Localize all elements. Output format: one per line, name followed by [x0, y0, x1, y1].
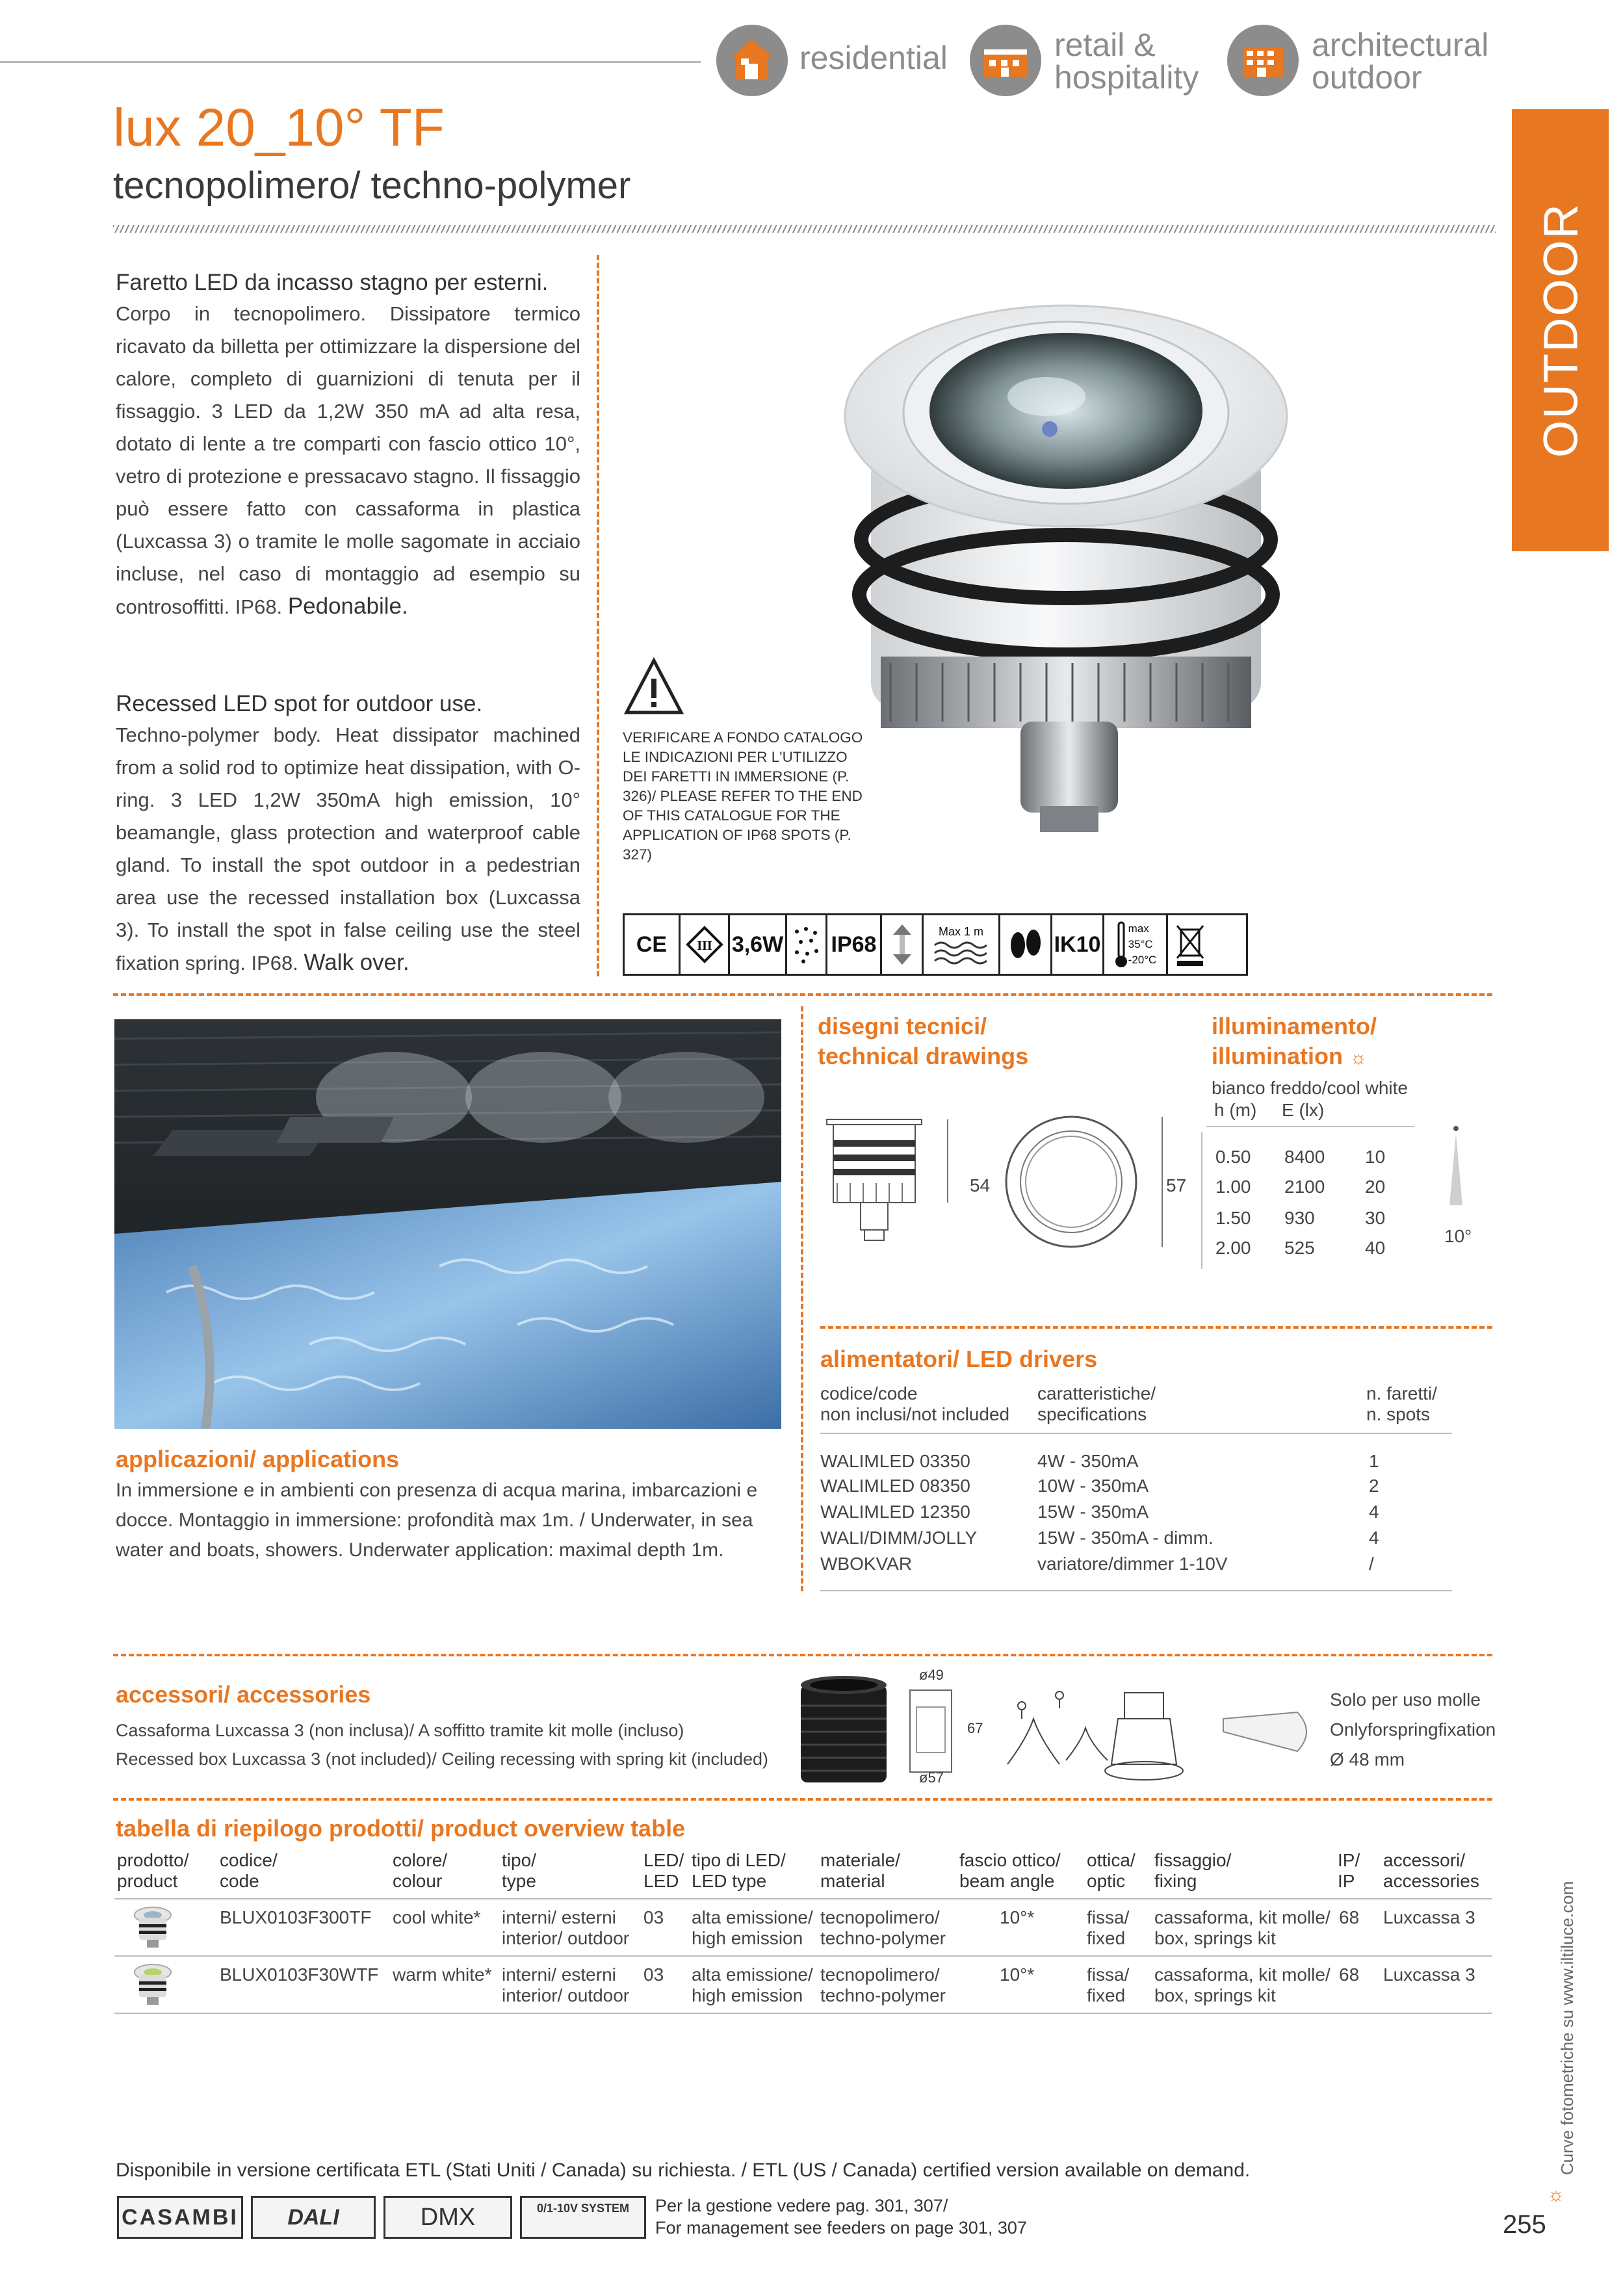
section-divider-2	[113, 1654, 1492, 1656]
th-type-2: type	[502, 1871, 536, 1891]
luxcassa-drawing	[906, 1688, 958, 1775]
drivers-rule-bottom	[820, 1590, 1452, 1591]
th-type-1: tipo/	[502, 1850, 536, 1870]
row-ledtype-1: alta emissione/	[692, 1907, 813, 1927]
temp-max: 35°C	[1128, 938, 1153, 950]
row-accessories: Luxcassa 3	[1383, 1964, 1475, 1985]
power-rating: 3,6W	[730, 915, 787, 974]
ill-d: 20	[1365, 1177, 1386, 1197]
house-icon	[716, 25, 788, 96]
drawings-heading-line1: disegni tecnici/	[818, 1013, 987, 1039]
row-type-1: interni/ esterni	[502, 1907, 616, 1927]
row-material-2: techno-polymer	[820, 1985, 946, 2005]
description-en	[116, 689, 580, 980]
ill-e: 525	[1284, 1238, 1315, 1258]
pool-photo	[114, 1019, 781, 1429]
casambi-logo: CASAMBI	[117, 2196, 243, 2239]
sun-icon: ☼	[1349, 1047, 1368, 1069]
driver-code: WALIMLED 03350	[820, 1451, 970, 1471]
ill-h: 1.50	[1215, 1208, 1251, 1228]
row-optic-1: fissa/	[1087, 1964, 1130, 1985]
driver-n: /	[1369, 1554, 1374, 1574]
management-note-1: Per la gestione vedere pag. 301, 307/	[655, 2196, 948, 2215]
th-beam-2: beam angle	[959, 1871, 1055, 1891]
driver-row	[820, 1476, 1470, 1502]
class-iii-icon	[681, 915, 730, 974]
row-fixing-2: box, springs kit	[1154, 1985, 1276, 2005]
drivers-col-code-2: non inclusi/not included	[820, 1404, 1010, 1424]
row-fixing	[1154, 1907, 1331, 1949]
ce-mark: CE	[625, 915, 681, 974]
spring-shape-drawing	[1219, 1706, 1317, 1758]
walkover-icon	[1000, 915, 1052, 974]
driver-spec: variatore/dimmer 1-10V	[1037, 1554, 1228, 1574]
th-code-2: code	[220, 1871, 259, 1891]
row-led: 03	[643, 1964, 664, 1985]
description-en-body: Techno-polymer body. Heat dissipator machined from a solid rod to optimize heat dissipation, with O-ring. 3 LED 1,2W 350mA high emission, 10° beamangle, glass protection and waterproof cable gland. To install the spot outdoor in a pedestrian area use the recessed installation box (Luxcassa 3). To install the spot in false ceiling use the steel fixation spring. IP68.	[116, 724, 580, 974]
drivers-col-n-2: n. spots	[1366, 1404, 1431, 1424]
row-ledtype-2: high emission	[692, 1928, 803, 1948]
technical-drawing	[818, 1112, 1169, 1261]
etl-note: Disponibile in versione certificata ETL (Stati Uniti / Canada) su richiesta. / ETL (US / Canada) certified version available on demand.	[116, 2159, 1251, 2181]
overview-heading: tabella di riepilogo prodotti/ product overview table	[116, 1815, 686, 1842]
applications-text: In immersione e in ambienti con presenza di acqua marina, imbarcazioni e docce. Montaggio in immersione: profondità max 1m. / Underwater, in sea water and boats, showers. Underwater application: maximal depth 1m.	[116, 1480, 758, 1561]
description-it-body: Corpo in tecnopolimero. Dissipatore termico ricavato da billetta per ottimizzare la dispersione del calore, completo di guarnizioni di tenuta per il fissaggio. 3 LED da 1,2W 350 mA ad alta resa, dotato di lente a tre comparti con fascio ottico 10°, vetro di protezione e pressacavo stagno. Il fissaggio può essere fatto con cassaforma in plastica (Luxcassa 3) o tramite le molle sagomate in acciaio incluse, nel caso di montaggio ad esempio su controsoffitti. IP68.	[116, 302, 580, 618]
th-led	[643, 1850, 684, 1892]
row-material-1: tecnopolimero/	[820, 1907, 940, 1927]
row-ledtype-1: alta emissione/	[692, 1964, 813, 1985]
th-optic-1: ottica/	[1087, 1850, 1136, 1870]
driver-row	[820, 1502, 1470, 1528]
illumination-heading-line2: illumination	[1212, 1043, 1343, 1069]
th-ledtype-1: tipo di LED/	[692, 1850, 786, 1870]
ill-d: 10	[1365, 1147, 1386, 1167]
column-divider	[801, 1006, 803, 1591]
spray-icon	[787, 915, 827, 974]
driver-spec: 4W - 350mA	[1037, 1451, 1139, 1471]
max-depth-label: Max 1 m	[938, 924, 983, 938]
driver-n: 4	[1369, 1502, 1379, 1522]
accessories-text	[116, 1716, 768, 1773]
side-note-text: Curve fotometriche su www.iltiluce.com	[1557, 1881, 1577, 2175]
temp-min: -20°C	[1128, 954, 1157, 966]
th-beam	[959, 1850, 1061, 1892]
row-ledtype-2: high emission	[692, 1985, 803, 2005]
th-accessories-1: accessori/	[1383, 1850, 1466, 1870]
th-product-1: prodotto/	[117, 1850, 189, 1870]
row-ledtype	[692, 1907, 813, 1949]
row-colour: cool white*	[393, 1907, 481, 1927]
weee-bin-icon	[1168, 915, 1212, 974]
management-note-2: For management see feeders on page 301, 307	[655, 2218, 1027, 2237]
th-material	[820, 1850, 900, 1892]
overview-rule-2	[114, 1955, 1492, 1957]
drivers-rule	[820, 1433, 1452, 1434]
th-accessories	[1383, 1850, 1479, 1892]
col-h: h (m)	[1214, 1100, 1257, 1120]
row-accessories: Luxcassa 3	[1383, 1907, 1475, 1927]
ill-h: 0.50	[1215, 1147, 1251, 1167]
driver-n: 2	[1369, 1476, 1379, 1496]
building-icon	[1227, 25, 1299, 96]
beam-angle-label: 10°	[1444, 1226, 1472, 1246]
illumination-heading-line1: illuminamento/	[1212, 1013, 1377, 1039]
dali-logo: DALI	[251, 2196, 376, 2239]
th-beam-1: fascio ottico/	[959, 1850, 1061, 1870]
th-material-2: material	[820, 1871, 885, 1891]
spring-kit-drawing	[994, 1680, 1202, 1790]
accessories-heading: accessori/ accessories	[116, 1681, 371, 1708]
th-optic	[1087, 1850, 1136, 1892]
th-optic-2: optic	[1087, 1871, 1126, 1891]
th-code-1: codice/	[220, 1850, 278, 1870]
th-code	[220, 1850, 278, 1892]
spring-note	[1330, 1685, 1496, 1775]
drivers-col-spec-2: specifications	[1037, 1404, 1147, 1424]
row-ip: 68	[1339, 1964, 1360, 1985]
driver-n: 1	[1369, 1451, 1379, 1471]
th-colour-2: colour	[393, 1871, 443, 1891]
row-fixing	[1154, 1964, 1331, 2006]
description-it-heading: Faretto LED da incasso stagno per esterni.	[116, 270, 549, 295]
row-optic	[1087, 1964, 1129, 2006]
drawings-heading	[818, 1011, 1028, 1071]
warning-text: VERIFICARE A FONDO CATALOGO LE INDICAZIONI PER L'UTILIZZO DEI FARETTI IN IMMERSIONE (P. 326)/ PLEASE REFER TO THE END OF THIS CATALOGUE FOR THE APPLICATION OF IP68 SPOTS (P. 327)	[623, 729, 863, 863]
th-product-2: product	[117, 1871, 178, 1891]
temperature-badge	[1104, 915, 1168, 974]
driver-n: 4	[1369, 1528, 1379, 1548]
th-type	[502, 1850, 536, 1892]
driver-spec: 10W - 350mA	[1037, 1476, 1149, 1496]
drawings-heading-line2: technical drawings	[818, 1043, 1029, 1069]
driver-row	[820, 1554, 1470, 1580]
th-fixing-1: fissaggio/	[1154, 1850, 1232, 1870]
drivers-col-n: n. faretti/	[1366, 1383, 1437, 1403]
description-it	[116, 268, 580, 623]
submersion-icon	[882, 915, 924, 974]
th-ip-2: IP	[1338, 1871, 1355, 1891]
dim-height: 54	[970, 1175, 991, 1195]
dim-side: 67	[967, 1720, 983, 1736]
row-beam: 10°*	[1000, 1964, 1035, 1985]
ill-e: 2100	[1284, 1177, 1325, 1197]
ill-h: 1.00	[1215, 1177, 1251, 1197]
row-type-2: interior/ outdoor	[502, 1985, 630, 2005]
dim-top: ø49	[919, 1667, 944, 1683]
outdoor-tab-label: OUTDOOR	[1533, 202, 1587, 458]
drivers-header-2	[820, 1404, 1470, 1430]
side-note	[1557, 1881, 1583, 2175]
spring-note-1: Solo per uso molle	[1330, 1689, 1481, 1710]
th-product	[117, 1850, 189, 1892]
accessories-line1: Cassaforma Luxcassa 3 (non inclusa)/ A soffitto tramite kit molle (incluso)	[116, 1721, 684, 1740]
accessories-line2: Recessed box Luxcassa 3 (not included)/ Ceiling recessing with spring kit (included)	[116, 1749, 768, 1769]
certification-badges	[623, 913, 1248, 976]
description-en-heading: Recessed LED spot for outdoor use.	[116, 691, 483, 716]
row-ledtype	[692, 1964, 813, 2006]
row-ip: 68	[1339, 1907, 1360, 1927]
th-led-2: LED	[643, 1871, 679, 1891]
row-led: 03	[643, 1907, 664, 1927]
th-material-1: materiale/	[820, 1850, 900, 1870]
spring-note-3: Ø 48 mm	[1330, 1749, 1405, 1769]
row-material	[820, 1964, 946, 2006]
product-subtitle: tecnopolimero/ techno-polymer	[113, 164, 631, 207]
ik-rating: IK10	[1052, 915, 1104, 974]
row-material-1: tecnopolimero/	[820, 1964, 940, 1985]
drivers-col-spec: caratteristiche/	[1037, 1383, 1156, 1403]
description-en-emph: Walk over.	[304, 950, 409, 975]
row-colour: warm white*	[393, 1964, 492, 1985]
max-depth-badge	[924, 915, 1000, 974]
driver-spec: 15W - 350mA	[1037, 1502, 1149, 1522]
driver-code: WBOKVAR	[820, 1554, 913, 1574]
drivers-col-code: codice/code	[820, 1383, 918, 1403]
driver-spec: 15W - 350mA - dimm.	[1037, 1528, 1214, 1548]
ill-e: 8400	[1284, 1147, 1325, 1167]
driver-code: WALI/DIMM/JOLLY	[820, 1528, 978, 1548]
dim-bottom: ø57	[919, 1769, 944, 1786]
driver-row	[820, 1528, 1470, 1554]
spring-note-2: Onlyforspringfixation	[1330, 1719, 1496, 1740]
row-fixing-1: cassaforma, kit molle/	[1154, 1964, 1331, 1985]
beam-cone-icon	[1443, 1125, 1469, 1209]
row-type-2: interior/ outdoor	[502, 1928, 630, 1948]
row-type	[502, 1907, 629, 1949]
product-thumb	[130, 1905, 175, 1950]
row-material-2: techno-polymer	[820, 1928, 946, 1948]
driver-row	[820, 1451, 1470, 1477]
drivers-heading: alimentatori/ LED drivers	[820, 1346, 1098, 1372]
description-divider	[597, 255, 599, 976]
ill-e: 930	[1284, 1208, 1315, 1228]
th-ledtype-2: LED type	[692, 1871, 767, 1891]
th-led-1: LED/	[643, 1850, 684, 1870]
th-ip	[1338, 1850, 1360, 1892]
hatch-divider	[113, 225, 1496, 233]
col-e: E (lx)	[1282, 1100, 1325, 1120]
product-photo	[832, 267, 1404, 878]
th-colour	[393, 1850, 447, 1892]
ill-h: 2.00	[1215, 1238, 1251, 1258]
category-architectural: architectural outdoor	[1312, 27, 1489, 96]
page-number: 255	[1503, 2210, 1546, 2239]
warning-icon	[623, 657, 685, 716]
row-fixing-2: box, springs kit	[1154, 1928, 1276, 1948]
row-beam: 10°*	[1000, 1907, 1035, 1927]
section-divider-1	[113, 993, 1492, 996]
light-type: bianco freddo/cool white	[1212, 1078, 1408, 1098]
ill-d: 30	[1365, 1208, 1386, 1228]
description-it-emph: Pedonabile.	[287, 594, 408, 619]
illumination-heading	[1212, 1011, 1377, 1073]
driver-code: WALIMLED 12350	[820, 1502, 970, 1522]
shop-icon	[970, 25, 1041, 96]
th-colour-1: colore/	[393, 1850, 448, 1870]
row-type	[502, 1964, 629, 2006]
luxcassa-box-image	[792, 1673, 896, 1790]
dimmer-logo: 0/1-10V SYSTEM	[520, 2196, 646, 2239]
row-optic-1: fissa/	[1087, 1907, 1130, 1927]
management-note	[655, 2195, 1027, 2239]
row-optic-2: fixed	[1087, 1985, 1126, 2005]
temp-max-label: max	[1128, 922, 1149, 935]
row-type-1: interni/ esterni	[502, 1964, 616, 1985]
row-code: BLUX0103F300TF	[220, 1907, 372, 1927]
ip-rating: IP68	[827, 915, 882, 974]
product-title: lux 20_10° TF	[113, 98, 445, 157]
th-fixing-2: fixing	[1154, 1871, 1197, 1891]
th-ledtype	[692, 1850, 786, 1892]
overview-rule-1	[114, 1898, 1492, 1899]
drivers-divider	[820, 1326, 1492, 1329]
th-ip-1: IP/	[1338, 1850, 1360, 1870]
header-rule	[0, 61, 701, 63]
driver-code: WALIMLED 08350	[820, 1476, 970, 1496]
row-optic	[1087, 1907, 1129, 1949]
dim-diameter: 57	[1166, 1175, 1187, 1195]
ill-vrule	[1201, 1132, 1202, 1269]
row-material	[820, 1907, 946, 1949]
applications-heading: applicazioni/ applications	[116, 1446, 400, 1472]
row-optic-2: fixed	[1087, 1928, 1126, 1948]
outdoor-tab	[1512, 109, 1609, 551]
row-code: BLUX0103F30WTF	[220, 1964, 379, 1985]
row-fixing-1: cassaforma, kit molle/	[1154, 1907, 1331, 1927]
side-note-sun-icon: ☼	[1547, 2184, 1565, 2206]
ill-rule	[1206, 1126, 1414, 1127]
overview-rule-3	[114, 2013, 1492, 2014]
th-fixing	[1154, 1850, 1231, 1892]
product-thumb	[130, 1962, 175, 2007]
svg-text:III: III	[696, 939, 712, 953]
ill-d: 40	[1365, 1238, 1386, 1258]
th-accessories-2: accessories	[1383, 1871, 1479, 1891]
category-residential: residential	[799, 40, 948, 76]
section-divider-3	[113, 1798, 1492, 1801]
dmx-logo: DMX	[383, 2196, 512, 2239]
category-retail: retail & hospitality	[1054, 27, 1199, 96]
